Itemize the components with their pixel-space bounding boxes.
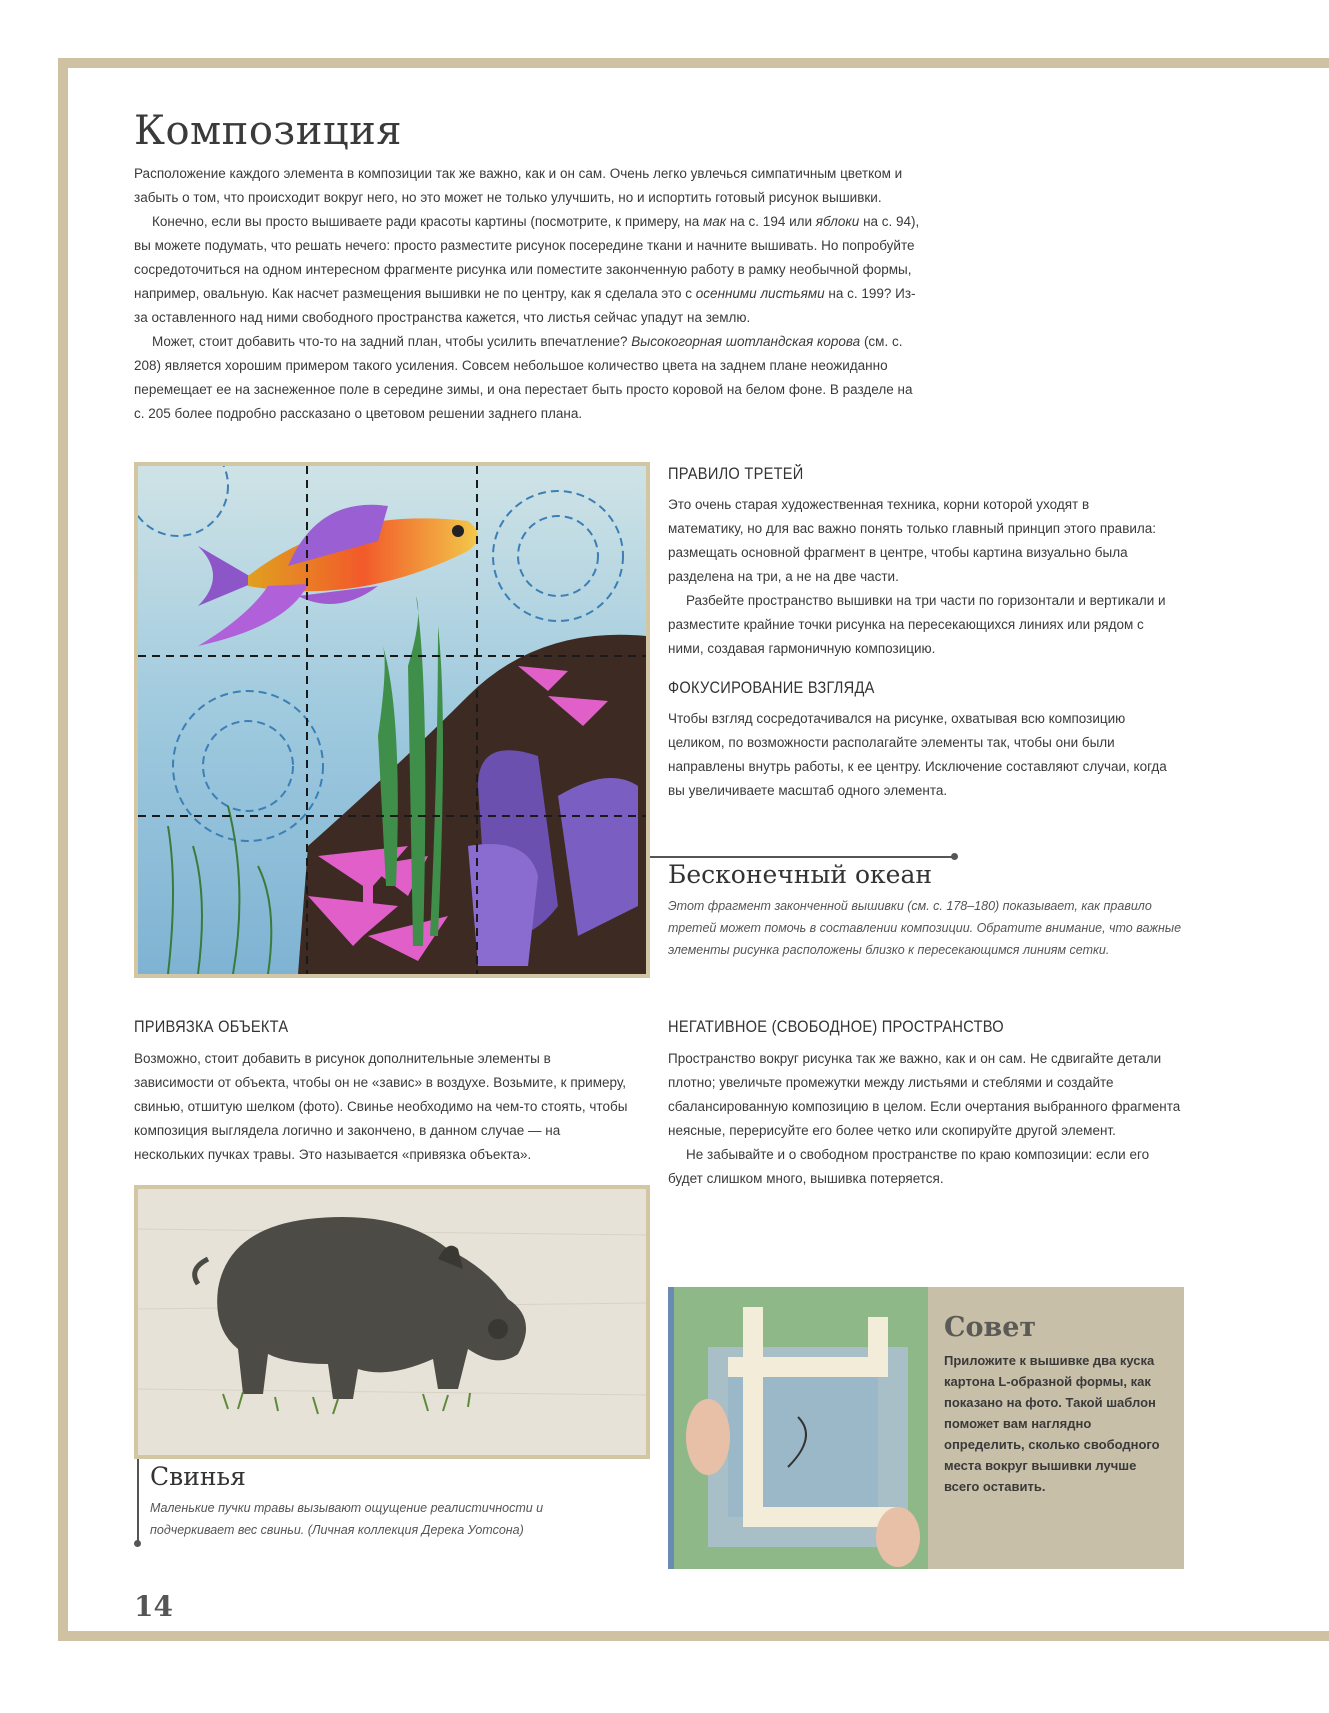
- ocean-caption-text: Этот фрагмент законченной вышивки (см. с. 178–180) показывает, как правило третей может помочь в составлении композиции. Обратите внимание, что важные элементы рисунка расположены близко к пересекающимся линиям сетки.: [668, 899, 1182, 957]
- ocean-caption-dot: [951, 853, 958, 860]
- anchoring-heading: ПРИВЯЗКА ОБЪЕКТА: [134, 1017, 289, 1036]
- page-frame-bottom: [58, 1631, 1329, 1641]
- page-frame-top: [58, 58, 1329, 68]
- negative-space-text: Пространство вокруг рисунка так же важно, как и он сам. Не сдвигайте детали плотно; увеличьте промежутки между листьями и стеблями и создайте сбалансированную композицию в целом. Если очертания выбранного фрагмента неясные, перерисуйте его более четко или скопируйте другой элемент. Не забывайте и о свободном пространстве по краю композиции: если его будет слишком много, вышивка потеряется.: [668, 1051, 1181, 1186]
- pig-caption-dot: [134, 1540, 141, 1547]
- tip-title: Совет: [944, 1312, 1037, 1343]
- rule-of-thirds-heading: ПРАВИЛО ТРЕТЕЙ: [668, 464, 804, 483]
- intro-text: [134, 162, 924, 426]
- page-title: Композиция: [134, 108, 402, 154]
- ocean-caption-title: Бесконечный океан: [668, 860, 933, 889]
- ocean-embroidery-image: [134, 462, 650, 978]
- pig-caption-title: Свинья: [150, 1462, 246, 1491]
- pig-caption-text: Маленькие пучки травы вызывают ощущение реалистичности и подчеркивает вес свиньи. (Личная коллекция Дерека Уотсона): [150, 1501, 544, 1537]
- focus-heading: ФОКУСИРОВАНИЕ ВЗГЛЯДА: [668, 678, 875, 697]
- intro-paragraph-1: Расположение каждого элемента в композиции так же важно, как и он сам. Очень легко увлечься симпатичным цветком и забыть о том, что происходит вокруг него, но это может не только улучшить, но и испортить готовый рисунок вышивки.: [134, 166, 903, 205]
- tip-photo: [668, 1287, 928, 1569]
- negative-space-heading: НЕГАТИВНОЕ (СВОБОДНОЕ) ПРОСТРАНСТВО: [668, 1017, 1004, 1036]
- anchoring-text: Возможно, стоит добавить в рисунок дополнительные элементы в зависимости от объекта, чтобы он не «завис» в воздухе. Возьмите, к примеру, свинью, отшитую шелком (фото). Свинье необходимо на чем-то стоять, чтобы композиция выглядела логично и закончено, в данном случае — на нескольких пучках травы. Это называется «привязка объекта».: [134, 1051, 628, 1162]
- page-frame-left: [58, 58, 68, 1641]
- pig-embroidery-image: [134, 1185, 650, 1459]
- focus-text: Чтобы взгляд сосредотачивался на рисунке, охватывая всю композицию целиком, по возможности располагайте элементы так, чтобы они были направлены внутрь работы, к ее центру. Исключение составляют случаи, когда вы увеличиваете масштаб одного элемента.: [668, 711, 1167, 798]
- page-number: 14: [134, 1590, 173, 1623]
- intro-paragraph-2: Конечно, если вы просто вышиваете ради красоты картины (посмотрите, к примеру, на мак на с. 194 или яблоки на с. 94), вы можете подумать, что решать нечего: просто разместите рисунок посередине ткани и начните вышивать. Но попробуйте сосредоточиться на одном интересном фрагменте рисунка или поместите законченную работу в рамку необычной формы, например, овальную. Как насчет размещения вышивки не по центру, как я сделала это с осенними листьями на с. 199? Из-за оставленного над ними свободного пространства кажется, что листья сейчас упадут на землю.: [134, 214, 920, 325]
- intro-paragraph-3: Может, стоит добавить что-то на задний план, чтобы усилить впечатление? Высокогорная шотландская корова (см. с. 208) является хорошим примером такого усиления. Совсем небольшое количество цвета на заднем плане неожиданно перемещает ее на заснеженное поле в середине зимы, и она перестает быть просто коровой на белом фоне. В разделе на с. 205 более подробно рассказано о цветовом решении заднего плана.: [134, 334, 913, 421]
- pig-caption-line: [137, 1459, 139, 1543]
- ocean-caption-line: [650, 856, 955, 858]
- tip-text: Приложите к вышивке два куска картона L-образной формы, как показано на фото. Такой шаблон поможет вам наглядно определить, сколько свободного места вокруг вышивки лучше всего оставить.: [944, 1353, 1160, 1494]
- rule-of-thirds-text: Это очень старая художественная техника, корни которой уходят в математику, но для вас важно понять только главный принцип этого правила: размещать основной фрагмент в центре, чтобы картина визуально была разделена на три, а не на две части. Разбейте пространство вышивки на три части по горизонтали и вертикали и разместите крайние точки рисунка на пересекающихся линиях или рядом с ними, создавая гармоничную композицию.: [668, 497, 1166, 656]
